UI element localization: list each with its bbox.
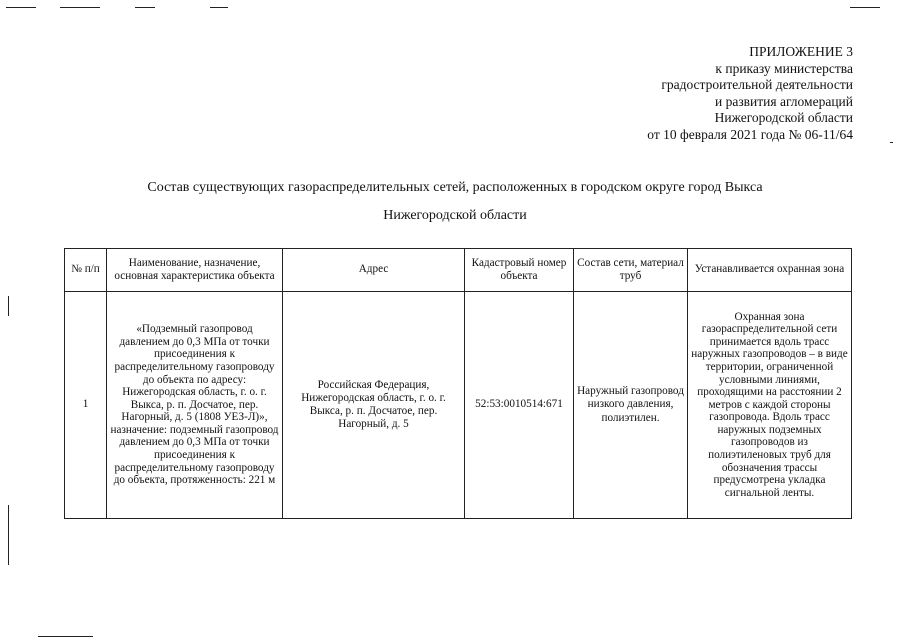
appendix-line: к приказу министерства <box>715 60 853 76</box>
cell-address: Российская Федерация, Нижегородская область, г. о. г. Выкса, р. п. Досчатое, пер. Нагорный, д. 5 <box>283 292 465 519</box>
scan-mark <box>210 7 228 8</box>
header-network: Состав сети, материал труб <box>574 249 688 292</box>
cell-name: «Подземный газопровод давлением до 0,3 МПа от точки присоединения к распределительному газопроводу до объекта по адресу: Нижегородская область, г. о. г. Выкса, р. п. Досчатое, пер. Нагорный, д. 5 (1808 УЕЗ-Л)», назначение: подземный газопровод давлением до 0,3 МПа от точки присоединения к распределительному газопроводу до объекта, протяженность: 221 м <box>107 292 283 519</box>
appendix-line: и развития агломераций <box>714 93 853 109</box>
scan-mark <box>890 142 893 143</box>
scan-mark <box>850 7 880 8</box>
appendix-line: градостроительной деятельности <box>661 77 853 92</box>
scan-mark <box>135 7 155 8</box>
document-title <box>60 174 850 230</box>
cell-cadastral: 52:53:0010514:671 <box>465 292 574 519</box>
appendix-line: ПРИЛОЖЕНИЕ 3 <box>749 44 853 59</box>
scan-mark <box>38 636 93 637</box>
appendix-block <box>647 44 853 143</box>
appendix-line: Нижегородской области <box>714 110 853 125</box>
document-title-line-1: Состав существующих газораспределительных сетей, расположенных в городском округе город Выкса <box>147 180 763 195</box>
scan-mark <box>8 296 9 316</box>
header-address: Адрес <box>283 249 465 292</box>
header-name: Наименование, назначение, основная характеристика объекта <box>107 249 283 292</box>
appendix-line: от 10 февраля 2021 года № 06-11/64 <box>647 126 853 142</box>
scan-mark <box>8 505 9 565</box>
header-zone: Устанавливается охранная зона <box>688 249 852 292</box>
scan-mark <box>6 7 36 8</box>
document-title-line-2: Нижегородской области <box>383 208 527 223</box>
table-header-row <box>65 249 852 292</box>
scan-mark <box>60 7 100 8</box>
cell-network: Наружный газопровод низкого давления, полиэтилен. <box>574 292 688 519</box>
cell-zone: Охранная зона газораспределительной сети принимается вдоль трасс наружных газопроводов – в виде территории, ограниченной условными линиями, проходящими на расстоянии 2 метров с каждой стороны газопровода. Вдоль трасс наружных подземных газопроводов из полиэтиленовых труб для обозначения трассы предусмотрена укладка сигнальной ленты. <box>688 292 852 519</box>
table-row <box>65 292 852 519</box>
gas-network-table <box>64 248 852 519</box>
header-number: № п/п <box>65 249 107 292</box>
header-cadastral: Кадастровый номер объекта <box>465 249 574 292</box>
cell-number: 1 <box>65 292 107 519</box>
